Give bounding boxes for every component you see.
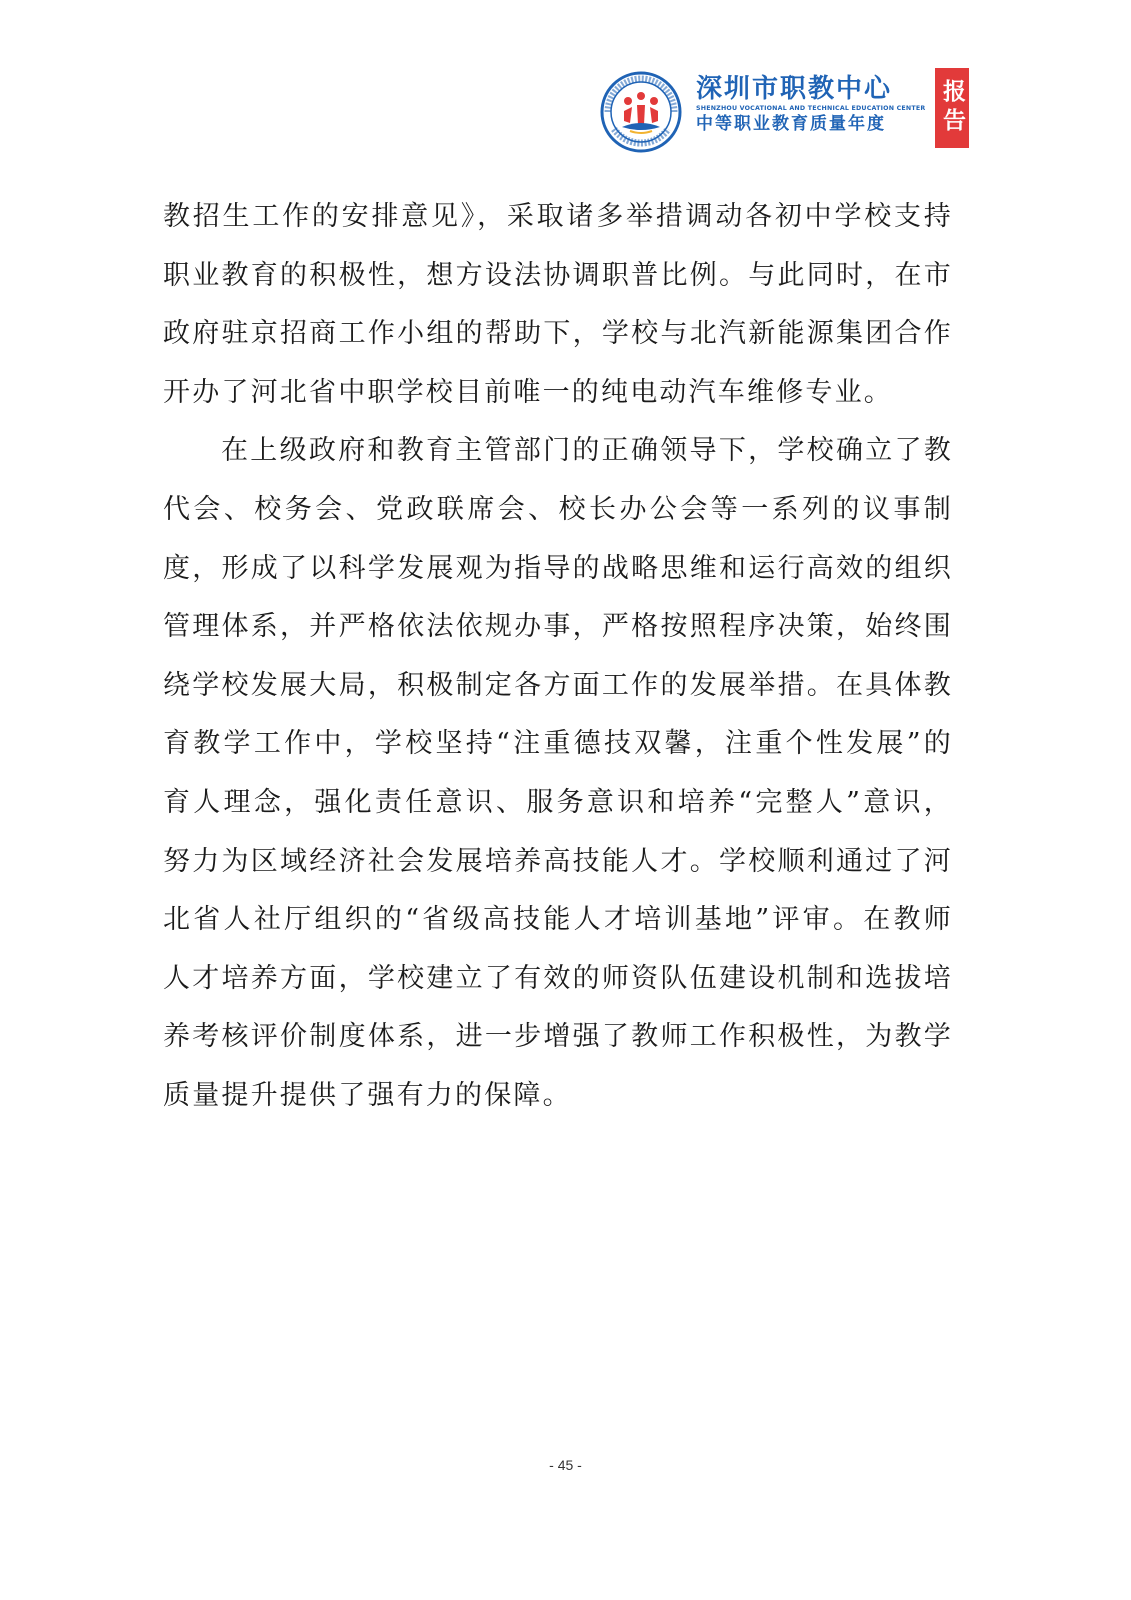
report-badge: 报告 bbox=[935, 68, 969, 148]
school-seal-logo-icon bbox=[600, 71, 682, 153]
header-title-english: SHENZHOU VOCATIONAL AND TECHNICAL EDUCATION CENTER bbox=[696, 105, 926, 112]
header-title: 深圳市职教中心 bbox=[696, 74, 893, 104]
header-subtitle: 中等职业教育质量年度 bbox=[696, 114, 886, 134]
paragraph-2: 在上级政府和教育主管部门的正确领导下，学校确立了教代会、校务会、党政联席会、校长办公会等一系列的议事制度，形成了以科学发展观为指导的战略思维和运行高效的组织管理体系，并严格依法依规办事，严格按照程序决策，始终围绕学校发展大局，积极制定各方面工作的发展举措。在具体教育教学工作中，学校坚持“注重德技双馨，注重个性发展”的育人理念，强化责任意识、服务意识和培养“完整人”意识，努力为区域经济社会发展培养高技能人才。学校顺利通过了河北省人社厅组织的“省级高技能人才培训基地”评审。在教师人才培养方面，学校建立了有效的师资队伍建设机制和选拔培养考核评价制度体系，进一步增强了教师工作积极性，为教学质量提升提供了强有力的保障。 bbox=[163, 435, 953, 1111]
page-header bbox=[600, 64, 970, 154]
header-text-block bbox=[696, 74, 926, 135]
page-number: - 45 - bbox=[549, 1457, 582, 1473]
paragraph-1: 教招生工作的安排意见》，采取诸多举措调动各初中学校支持职业教育的积极性，想方设法协调职普比例。与此同时，在市政府驻京招商工作小组的帮助下，学校与北汽新能源集团合作开办了河北省中职学校目前唯一的纯电动汽车维修专业。 bbox=[163, 201, 953, 408]
body-text bbox=[163, 188, 953, 1126]
